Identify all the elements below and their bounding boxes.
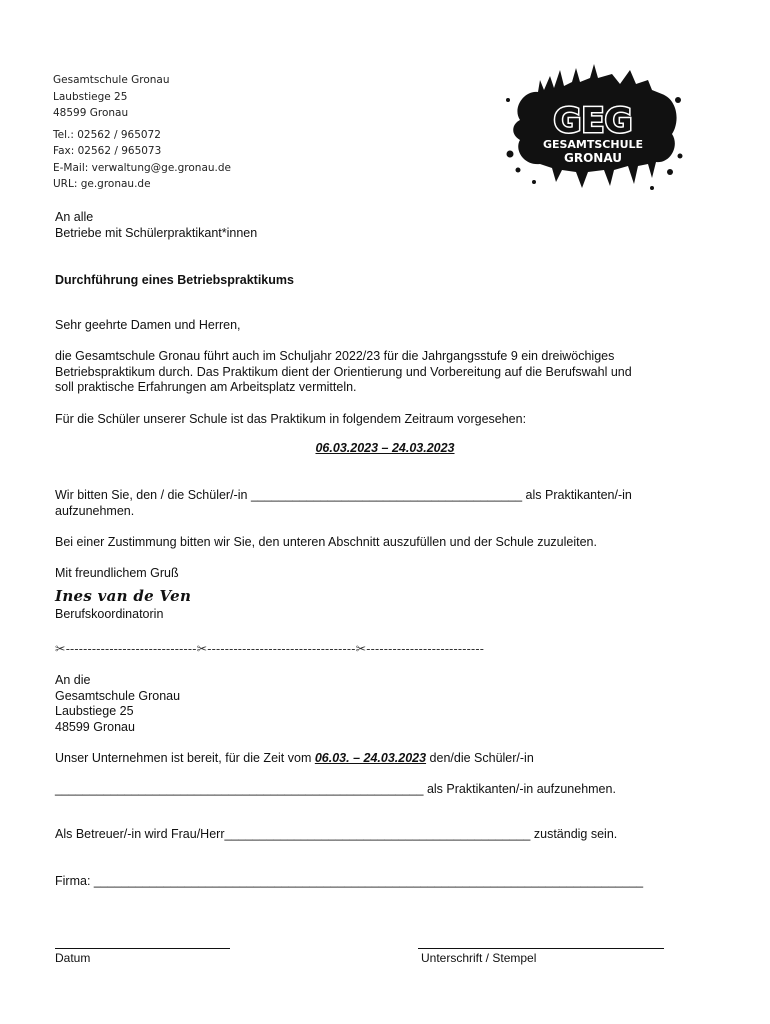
company-label: Firma: xyxy=(55,874,91,888)
signature-line[interactable] xyxy=(418,948,664,949)
form-line-4 xyxy=(55,874,643,890)
date-label: Datum xyxy=(55,951,91,965)
cut-dashes-2: ---------------------------------- xyxy=(207,642,356,656)
intro-line-3: soll praktische Erfahrungen am Arbeitsplatz vermitteln. xyxy=(55,380,357,395)
return-address-line-2: Gesamtschule Gronau xyxy=(55,688,181,703)
sender-address xyxy=(53,72,231,193)
intro-paragraph xyxy=(55,349,632,396)
scissors-icon: ✂ xyxy=(55,642,66,656)
cut-dashes-3: --------------------------- xyxy=(366,642,485,656)
form-period: 06.03. – 24.03.2023 xyxy=(314,751,427,765)
return-address-line-3: Laubstiege 25 xyxy=(55,704,134,719)
signature: Ines van de Ven xyxy=(55,587,192,605)
cut-dashes-1: ------------------------------ xyxy=(65,642,197,656)
subject-heading: Durchführung eines Betriebspraktikums xyxy=(55,273,294,287)
signature-stamp-label: Unterschrift / Stempel xyxy=(421,951,537,965)
sender-street: Laubstiege 25 xyxy=(53,90,128,103)
form-line-1-after: den/die Schüler/-in xyxy=(429,751,534,765)
intro-line-2: Betriebspraktikum durch. Das Praktikum dient der Orientierung und Vorbereitung auf die Berufswahl und xyxy=(55,364,632,379)
supervisor-name-field[interactable]: ____________________________________________ xyxy=(224,827,531,841)
period-intro: Für die Schüler unserer Schule ist das Praktikum in folgendem Zeitraum vorgesehen: xyxy=(55,412,527,426)
form-line-3 xyxy=(55,827,617,843)
return-address-line-4: 48599 Gronau xyxy=(55,719,135,734)
recipient xyxy=(55,210,257,241)
sender-name: Gesamtschule Gronau xyxy=(53,74,170,86)
signer-role: Berufskoordinatorin xyxy=(55,607,164,621)
sender-city: 48599 Gronau xyxy=(53,107,129,119)
request-text-before: Wir bitten Sie, den / die Schüler/-in xyxy=(55,488,248,502)
scissors-icon: ✂ xyxy=(196,642,208,656)
internship-period xyxy=(0,441,770,457)
recipient-line-2: Betriebe mit Schülerpraktikant*innen xyxy=(55,225,258,240)
closing: Mit freundlichem Gruß xyxy=(55,566,179,580)
request-text-line-2: aufzunehmen. xyxy=(55,503,135,518)
return-address-line-1: An die xyxy=(55,673,91,687)
logo-school-text: GESAMTSCHULE xyxy=(542,138,644,151)
form-line-1-before: Unser Unternehmen ist bereit, für die Zeit vom xyxy=(55,751,312,765)
sender-tel: Tel.: 02562 / 965072 xyxy=(53,128,161,141)
logo-geg-text: GEG xyxy=(553,101,633,141)
sender-fax: Fax: 02562 / 965073 xyxy=(53,145,162,157)
form-line-3-after: zuständig sein. xyxy=(533,827,618,841)
request-text-after: als Praktikanten/-in xyxy=(525,488,632,502)
salutation: Sehr geehrte Damen und Herren, xyxy=(55,318,241,332)
request-paragraph xyxy=(55,488,632,519)
sender-url: URL: ge.gronau.de xyxy=(53,178,151,190)
form-line-1 xyxy=(55,751,534,767)
student-name-blank: _______________________________________ xyxy=(250,488,523,502)
consent-paragraph: Bei einer Zustimmung bitten wir Sie, den unteren Abschnitt auszufüllen und der Schule zuzuleiten. xyxy=(55,535,597,549)
form-line-2-after: als Praktikanten/-in aufzunehmen. xyxy=(426,782,616,796)
logo-city-text: GRONAU xyxy=(564,151,622,165)
internship-period-text: 06.03.2023 – 24.03.2023 xyxy=(315,441,455,455)
intro-line-1: die Gesamtschule Gronau führt auch im Schuljahr 2022/23 für die Jahrgangsstufe 9 ein dreiwöchiges xyxy=(55,349,615,363)
return-address xyxy=(55,673,180,735)
date-line[interactable] xyxy=(55,948,230,949)
school-logo-icon xyxy=(502,60,684,190)
cut-line xyxy=(55,641,484,656)
form-line-2 xyxy=(55,782,616,798)
recipient-line-1: An alle xyxy=(55,210,94,224)
form-line-3-before: Als Betreuer/-in wird Frau/Herr xyxy=(55,827,225,841)
sender-email: E-Mail: verwaltung@ge.gronau.de xyxy=(53,161,231,174)
student-name-field[interactable]: _____________________________________________________ xyxy=(55,782,424,796)
company-name-field[interactable]: _______________________________________________________________________________ xyxy=(93,874,644,888)
scissors-icon: ✂ xyxy=(355,642,367,656)
